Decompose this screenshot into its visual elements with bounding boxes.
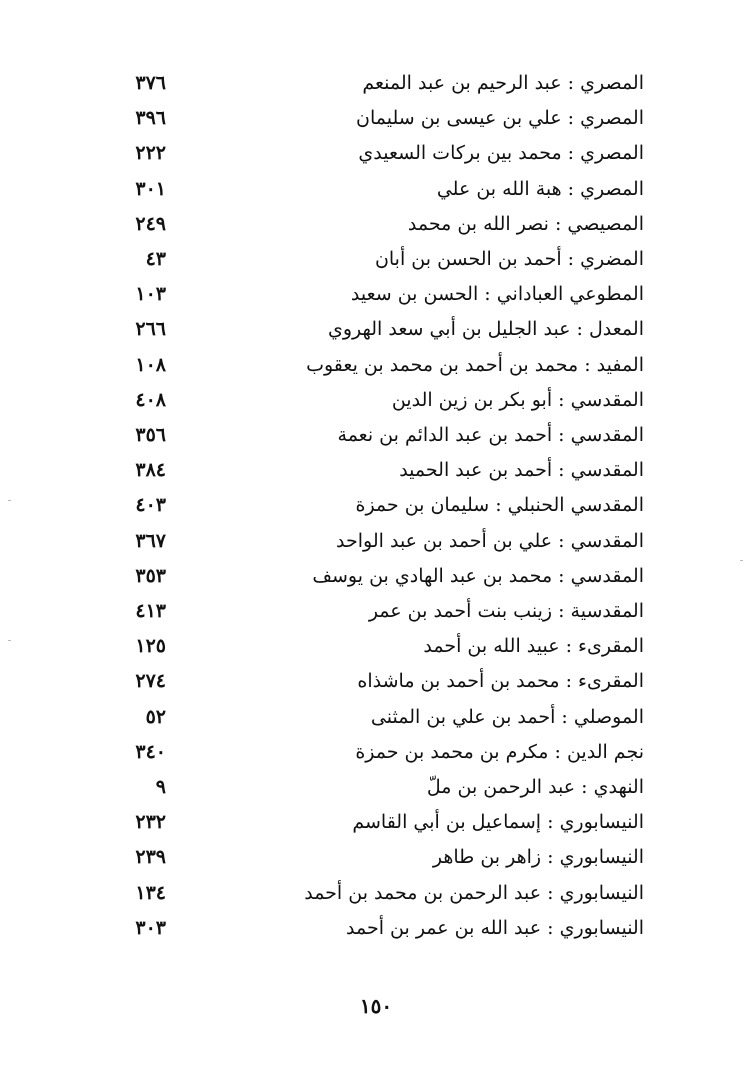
index-entry — [0, 807, 752, 837]
entry-page-number: ٣٦٧ — [135, 530, 166, 552]
index-entry — [0, 385, 752, 415]
entry-page-number: ٣٥٣ — [135, 565, 166, 587]
entry-name: المقدسي الحنبلي : سليمان بن حمزة — [355, 494, 644, 516]
index-entry — [0, 772, 752, 802]
index-entry — [0, 702, 752, 732]
entry-name: المفيد : محمد بن أحمد بن محمد بن يعقوب — [306, 354, 644, 376]
index-entry — [0, 666, 752, 696]
entry-name: المصري : هبة الله بن علي — [436, 178, 644, 200]
entry-page-number: ٢٣٢ — [135, 811, 166, 833]
entry-page-number: ٣٩٦ — [135, 107, 166, 129]
entry-page-number: ١٣٤ — [135, 882, 166, 904]
scan-speck — [740, 560, 743, 561]
entry-name: نجم الدين : مكرم بن محمد بن حمزة — [355, 741, 644, 763]
entry-page-number: ٤١٣ — [135, 600, 166, 622]
index-entry — [0, 490, 752, 520]
entry-page-number: ١٠٣ — [135, 283, 166, 305]
index-entry — [0, 631, 752, 661]
entry-page-number: ٤٠٣ — [135, 494, 166, 516]
entry-page-number: ٤٠٨ — [135, 389, 166, 411]
entry-page-number: ٩ — [155, 776, 166, 798]
entry-page-number: ٢٧٤ — [135, 670, 166, 692]
entry-page-number: ٣٥٦ — [135, 424, 166, 446]
index-entry — [0, 174, 752, 204]
index-entry — [0, 842, 752, 872]
entry-name: النيسابوري : عبد الله بن عمر بن أحمد — [346, 917, 644, 939]
index-entry — [0, 68, 752, 98]
entry-page-number: ١٠٨ — [135, 354, 166, 376]
index-entry — [0, 913, 752, 943]
entry-name: النيسابوري : عبد الرحمن بن محمد بن أحمد — [304, 882, 644, 904]
index-entry — [0, 737, 752, 767]
entry-name: النهدي : عبد الرحمن بن ملّ — [426, 776, 644, 798]
entry-page-number: ٤٣ — [145, 248, 166, 270]
entry-page-number: ٢٤٩ — [135, 213, 166, 235]
index-entry — [0, 103, 752, 133]
index-entry — [0, 314, 752, 344]
index-entry — [0, 878, 752, 908]
entry-page-number: ٣٧٦ — [135, 72, 166, 94]
index-entry — [0, 596, 752, 626]
index-entry — [0, 209, 752, 239]
entry-name: النيسابوري : إسماعيل بن أبي القاسم — [352, 811, 644, 833]
index-entry — [0, 279, 752, 309]
entry-name: المقدسي : أحمد بن عبد الدائم بن نعمة — [337, 424, 644, 446]
entry-name: المقدسي : محمد بن عبد الهادي بن يوسف — [312, 565, 644, 587]
entry-page-number: ٢٢٢ — [135, 142, 166, 164]
index-entry — [0, 350, 752, 380]
entry-page-number: ٣٤٠ — [135, 741, 166, 763]
entry-name: المقدسي : أبو بكر بن زين الدين — [391, 389, 644, 411]
index-entry — [0, 526, 752, 556]
entry-page-number: ٣٠٣ — [135, 917, 166, 939]
scan-speck — [8, 500, 11, 501]
entry-page-number: ١٢٥ — [135, 635, 166, 657]
entry-name: المضري : أحمد بن الحسن بن أبان — [374, 248, 644, 270]
index-entry — [0, 138, 752, 168]
entry-page-number: ٢٦٦ — [135, 318, 166, 340]
entry-page-number: ٢٣٩ — [135, 846, 166, 868]
entry-name: الموصلي : أحمد بن علي بن المثنى — [370, 706, 644, 728]
index-entry — [0, 455, 752, 485]
entry-name: المقرىء : عبيد الله بن أحمد — [423, 635, 644, 657]
entry-name: المصري : علي بن عيسى بن سليمان — [355, 107, 644, 129]
index-entry — [0, 244, 752, 274]
entry-name: المصري : عبد الرحيم بن عبد المنعم — [362, 72, 644, 94]
entry-page-number: ٣٨٤ — [135, 459, 166, 481]
entry-name: المصري : محمد بين بركات السعيدي — [358, 142, 644, 164]
entry-name: المطوعي العباداني : الحسن بن سعيد — [350, 283, 644, 305]
entry-name: المصيصي : نصر الله بن محمد — [407, 213, 644, 235]
page-number: ١٥٠ — [359, 994, 393, 1018]
entry-name: المقدسية : زينب بنت أحمد بن عمر — [368, 600, 644, 622]
entry-name: المعدل : عبد الجليل بن أبي سعد الهروي — [327, 318, 644, 340]
entry-name: النيسابوري : زاهر بن طاهر — [432, 846, 644, 868]
index-entry — [0, 561, 752, 591]
entry-name: المقرىء : محمد بن أحمد بن ماشذاه — [357, 670, 644, 692]
index-entry — [0, 420, 752, 450]
scan-speck — [8, 640, 11, 641]
entry-name: المقدسي : علي بن أحمد بن عبد الواحد — [336, 530, 644, 552]
entry-page-number: ٥٢ — [145, 706, 166, 728]
entry-page-number: ٣٠١ — [135, 178, 166, 200]
entry-name: المقدسي : أحمد بن عبد الحميد — [399, 459, 644, 481]
